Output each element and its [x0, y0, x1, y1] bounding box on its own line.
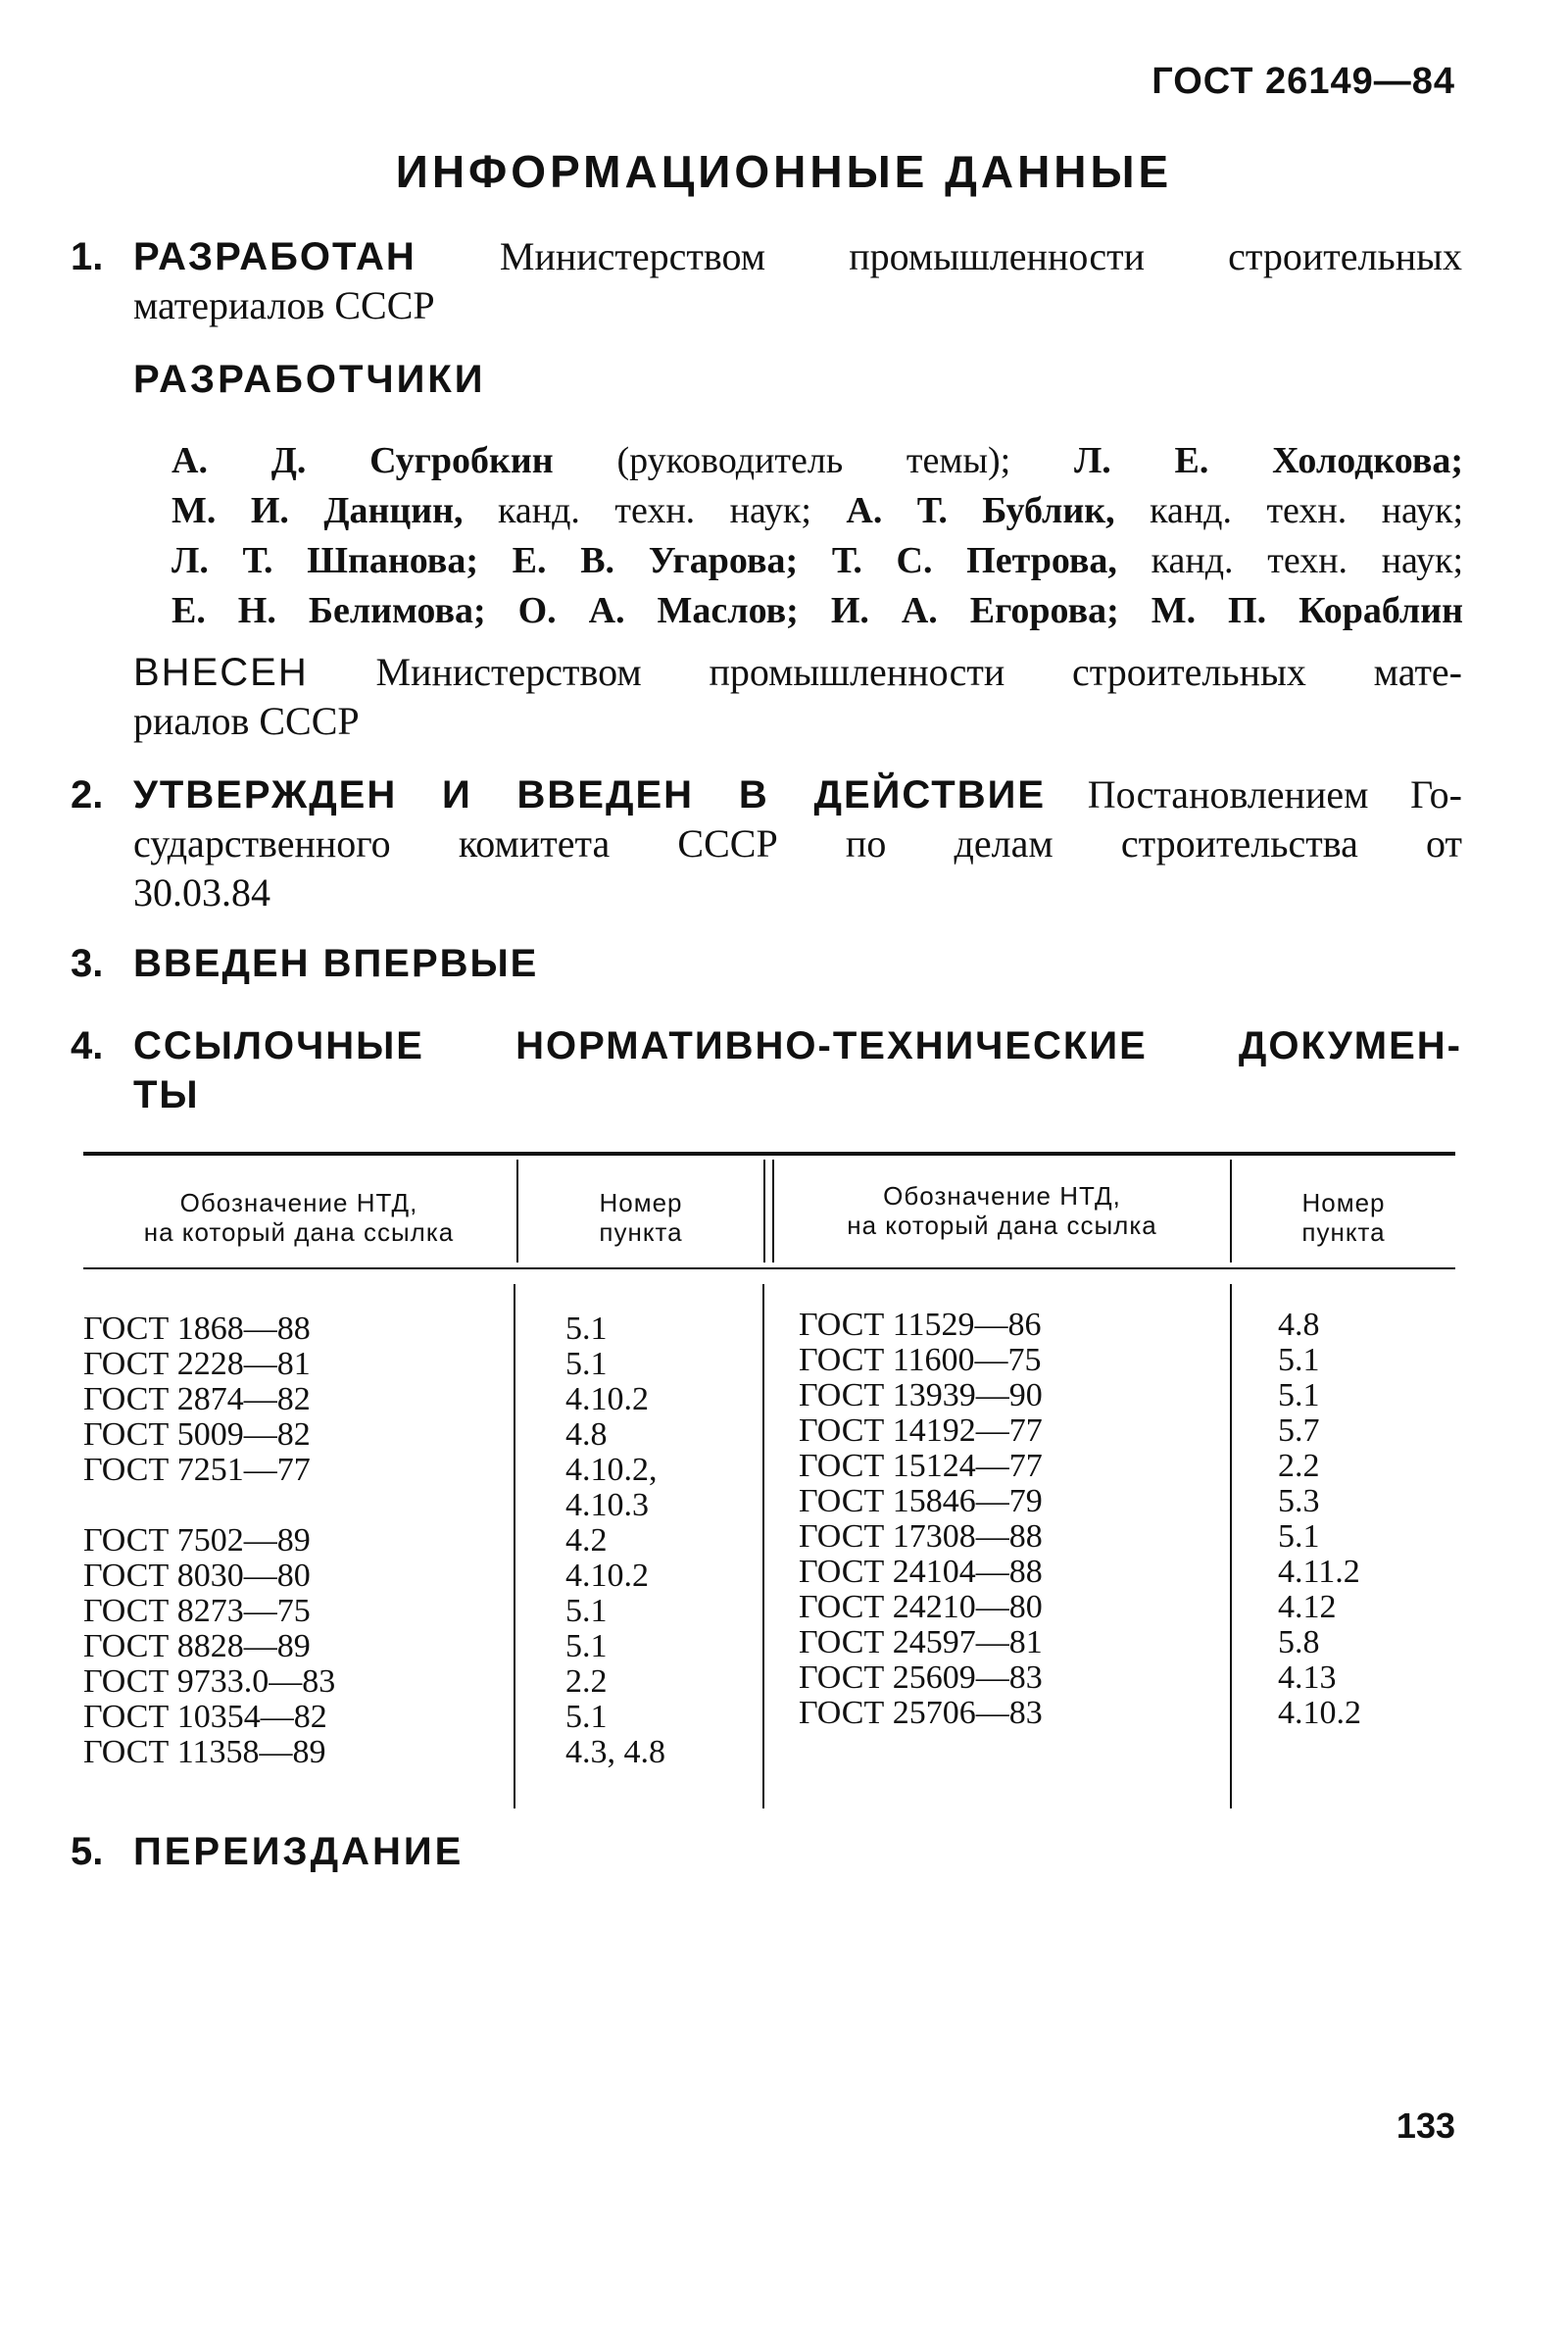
section-text: Министерством промышленности строительных [499, 234, 1462, 278]
column-documents-right: ГОСТ 11529—86 ГОСТ 11600—75 ГОСТ 13939—90 ГОСТ 14192—77 ГОСТ 15124—77 ГОСТ 15846—79 ГОСТ 17308—88 ГОСТ 24104—88 ГОСТ 24210—80 ГОСТ 24597—81 ГОСТ 25609—83 ГОСТ 25706—83 [799, 1307, 1043, 1731]
section-heading: ПЕРЕИЗДАНИЕ [133, 1830, 465, 1873]
page-number: 133 [1396, 2105, 1455, 2146]
section-4 [71, 1021, 1462, 1119]
section-1 [71, 232, 1462, 330]
column-documents-left: ГОСТ 1868—88 ГОСТ 2228—81 ГОСТ 2874—82 ГОСТ 5009—82 ГОСТ 7251—77 ГОСТ 7502—89 ГОСТ 8030—80 ГОСТ 8273—75 ГОСТ 8828—89 ГОСТ 9733.0—83 ГОСТ 10354—82 ГОСТ 11358—89 [83, 1311, 336, 1770]
developers-line: Л. Т. Шпанова; Е. В. Угарова; Т. С. Петрова, канд. техн. наук; [172, 540, 1464, 581]
section-heading: ТЫ [133, 1073, 200, 1116]
developers-heading: РАЗРАБОТЧИКИ [133, 358, 486, 401]
section-number: 4. [71, 1024, 104, 1067]
introduced-text: Министерством промышленности строительных мате- [375, 650, 1462, 694]
column-header: Номер пункта [599, 1188, 683, 1247]
introduced-text: риалов СССР [133, 699, 360, 743]
section-heading: ВВЕДЕН ВПЕРВЫЕ [133, 942, 539, 985]
section-text: сударственного комитета СССР по делам строительства от [133, 821, 1462, 866]
column-items-right: 4.8 5.1 5.1 5.7 2.2 5.3 5.1 4.11.2 4.12 5.8 4.13 4.10.2 [1278, 1307, 1361, 1731]
section-text: материалов СССР [133, 283, 435, 327]
section-text: Постановлением Го- [1087, 772, 1463, 817]
column-header: Обозначение НТД, на который дана ссылка [847, 1181, 1157, 1240]
column-items-left: 5.1 5.1 4.10.2 4.8 4.10.2, 4.10.3 4.2 4.10.2 5.1 5.1 2.2 5.1 4.3, 4.8 [565, 1311, 665, 1770]
table-divider [762, 1284, 764, 1808]
section-number: 5. [71, 1830, 104, 1873]
column-header: Номер пункта [1301, 1188, 1386, 1247]
introduced-lead: ВНЕСЕН [133, 651, 309, 694]
page-title: ИНФОРМАЦИОННЫЕ ДАННЫЕ [395, 146, 1173, 197]
developers-line: М. И. Данцин, канд. техн. наук; А. Т. Бублик, канд. техн. наук; [172, 490, 1464, 531]
table-divider [514, 1284, 515, 1808]
section-number: 3. [71, 942, 104, 985]
table-divider [763, 1160, 765, 1263]
section-2 [71, 770, 1462, 917]
section-3 [71, 939, 1462, 988]
developers-line: Е. Н. Белимова; О. А. Маслов; И. А. Егорова; М. П. Кораблин [172, 590, 1464, 631]
section-lead: РАЗРАБОТАН [133, 235, 416, 278]
developers-list [172, 436, 1463, 636]
section-heading: ССЫЛОЧНЫЕ НОРМАТИВНО-ТЕХНИЧЕСКИЕ ДОКУМЕН- [133, 1024, 1462, 1067]
section-text: 30.03.84 [133, 870, 270, 915]
introduced-block [133, 648, 1462, 746]
column-header: Обозначение НТД, на который дана ссылка [143, 1188, 455, 1247]
section-number: 1. [71, 235, 104, 278]
table-divider [1230, 1284, 1232, 1808]
developers-line: А. Д. Сугробкин (руководитель темы); Л. Е. Холодкова; [172, 440, 1463, 481]
table-header-rule [83, 1267, 1455, 1269]
section-number: 2. [71, 773, 104, 817]
section-5 [71, 1827, 1462, 1876]
document-code: ГОСТ 26149—84 [1152, 61, 1455, 102]
table-top-rule [83, 1152, 1455, 1156]
section-lead: УТВЕРЖДЕН И ВВЕДЕН В ДЕЙСТВИЕ [133, 773, 1047, 817]
